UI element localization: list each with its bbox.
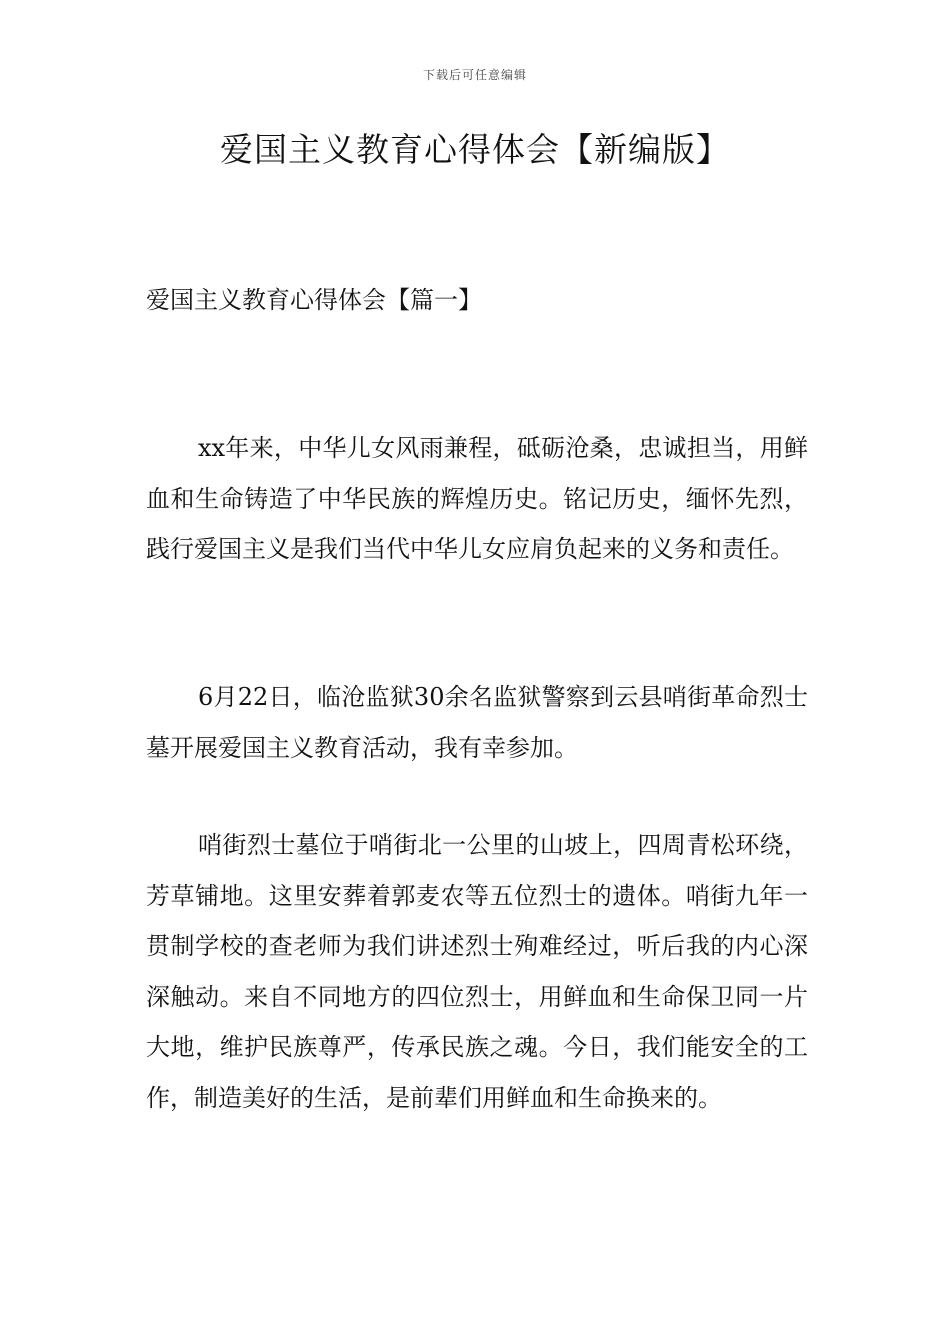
section-heading: 爱国主义教育心得体会【篇一】 <box>146 286 482 314</box>
paragraph-2: 6月22日，临沧监狱30余名监狱警察到云县哨街革命烈士墓开展爱国主义教育活动，我有幸参加。 <box>146 683 808 762</box>
paragraph-1: xx年来，中华儿女风雨兼程，砥砺沧桑，忠诚担当，用鲜血和生命铸造了中华民族的辉煌历史。铭记历史，缅怀先烈，践行爱国主义是我们当代中华儿女应肩负起来的义务和责任。 <box>146 434 808 563</box>
document-title: 爱国主义教育心得体会【新编版】 <box>220 130 730 169</box>
paragraph-3: 哨街烈士墓位于哨街北一公里的山坡上，四周青松环绕，芳草铺地。这里安葬着郭麦农等五位烈士的遗体。哨街九年一贯制学校的查老师为我们讲述烈士殉难经过，听后我的内心深深触动。来自不同地方的四位烈士，用鲜血和生命保卫同一片大地，维护民族尊严，传承民族之魂。今日，我们能安全的工作，制造美好的生活，是前辈们用鲜血和生命换来的。 <box>146 831 808 1112</box>
header-note: 下载后可任意编辑 <box>422 68 527 82</box>
